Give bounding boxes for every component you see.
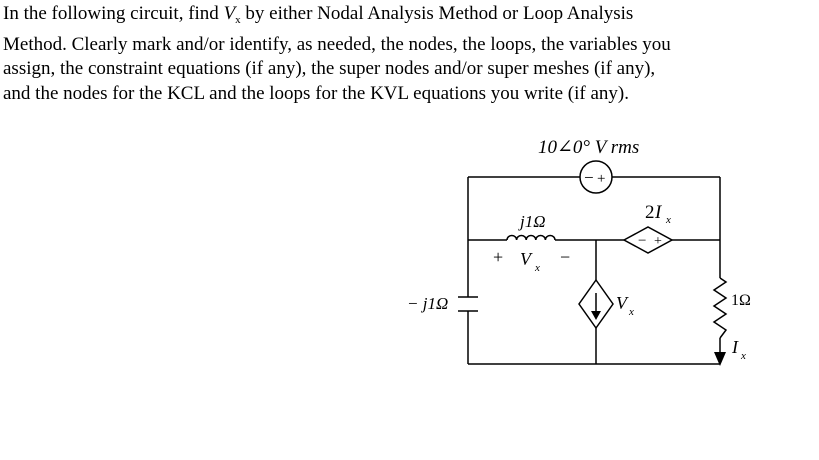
vx-label-subscript: x [535, 262, 540, 274]
problem-line-4: and the nodes for the KCL and the loops for the KVL equations you write (if any). [3, 82, 629, 104]
voltage-source-minus: − [584, 168, 594, 187]
inductor-coil [507, 236, 555, 241]
dependent-voltage-source-diamond [624, 227, 672, 253]
problem-line-2: Method. Clearly mark and/or identify, as needed, the nodes, the loops, the variables you [3, 33, 671, 55]
voltage-source-label: 10∠0° V rms [538, 137, 640, 158]
vx-minus-sign: − [560, 247, 571, 267]
dependent-voltage-plus: + [654, 234, 662, 249]
vx-plus-sign: + [493, 247, 504, 267]
voltage-source-plus: + [597, 171, 606, 187]
problem-vx-variable: V [223, 3, 236, 24]
inductor-label: j1Ω [520, 212, 546, 231]
dependent-current-subscript: x [629, 306, 634, 318]
dependent-voltage-variable: I [655, 202, 662, 223]
current-arrow-head [591, 311, 601, 320]
capacitor-plates [458, 297, 478, 311]
problem-line-3: assign, the constraint equations (if any), the super nodes and/or super meshes (if any), [3, 58, 656, 79]
problem-vx-subscript: x [235, 14, 241, 26]
dependent-voltage-coefficient: 2 [645, 202, 655, 223]
dependent-voltage-subscript: x [666, 214, 671, 226]
capacitor-label: − j1Ω [407, 294, 449, 313]
problem-line-1-end: by either Nodal Analysis Method or Loop Analysis [240, 3, 634, 24]
ix-label: I [732, 337, 738, 357]
ix-label-subscript: x [741, 350, 746, 362]
resistor-zigzag [714, 278, 726, 338]
dependent-current-label: V [616, 293, 627, 313]
resistor-label: 1Ω [731, 292, 751, 309]
problem-line-1-start: In the following circuit, find [3, 3, 224, 24]
dependent-voltage-minus: − [638, 233, 647, 249]
vx-label: V [520, 249, 531, 269]
